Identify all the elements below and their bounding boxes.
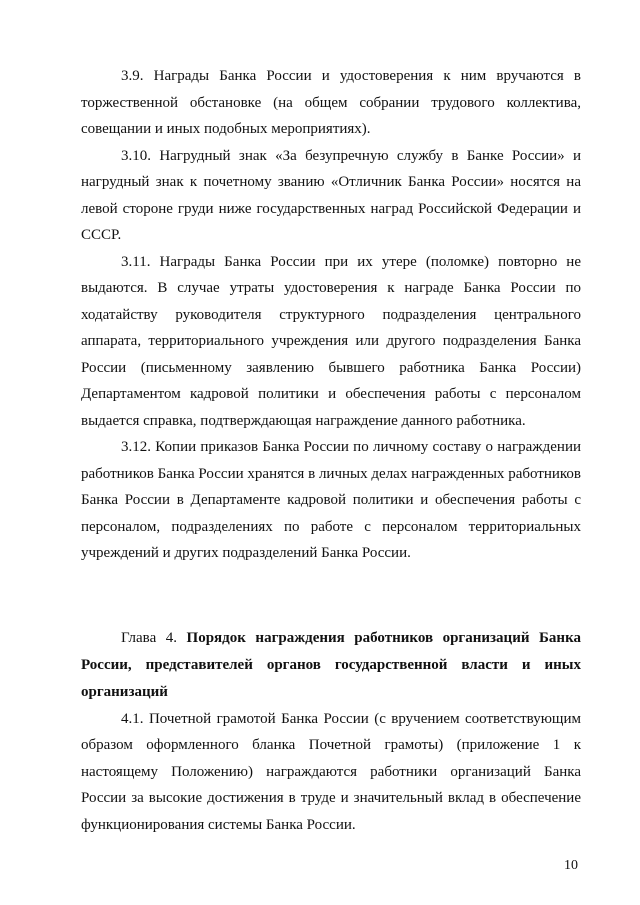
chapter-label: Глава 4.: [121, 629, 178, 646]
paragraph-4-1: 4.1. Почетной грамотой Банка России (с вручением соответствующим образом оформленного бланка Почетной грамоты) (приложение 1 к настоящему Положению) награждаются работники организаций Банка России за высокие достижения в труде и значительный вклад в обеспечение функционирования системы Банка России.: [81, 710, 581, 833]
chapter-title: Порядок награждения работников организаций Банка России, представителей органов государственной власти и иных организаций: [81, 629, 581, 700]
paragraph-3-9: 3.9. Награды Банка России и удостоверения к ним вручаются в торжественной обстановке (на общем собрании трудового коллектива, совещании и иных подобных мероприятиях).: [81, 68, 581, 137]
page-number: 10: [564, 858, 578, 873]
paragraph-3-12: 3.12. Копии приказов Банка России по личному составу о награждении работников Банка России хранятся в личных делах награжденных работников Банка России в Департаменте кадровой политики и обеспечения работы с персоналом, подразделениях по работе с персоналом территориальных учреждений и других подразделений Банка России.: [81, 439, 581, 561]
paragraph-3-10: 3.10. Нагрудный знак «За безупречную службу в Банке России» и нагрудный знак к почетному званию «Отличник Банка России» носятся на левой стороне груди ниже государственных наград Российской Федерации и СССР.: [81, 147, 581, 243]
chapter-heading: [81, 625, 581, 706]
paragraph-3-11: 3.11. Награды Банка России при их утере (поломке) повторно не выдаются. В случае утраты удостоверения к награде Банка России по ходатайству руководителя структурного подразделения центрального аппарата, территориального учреждения или другого подразделения Банка России (письменному заявлению бывшего работника Банка России) Департаментом кадровой политики и обеспечения работы с персоналом выдается справка, подтверждающая награждение данного работника.: [81, 253, 581, 429]
document-body: [81, 63, 581, 838]
